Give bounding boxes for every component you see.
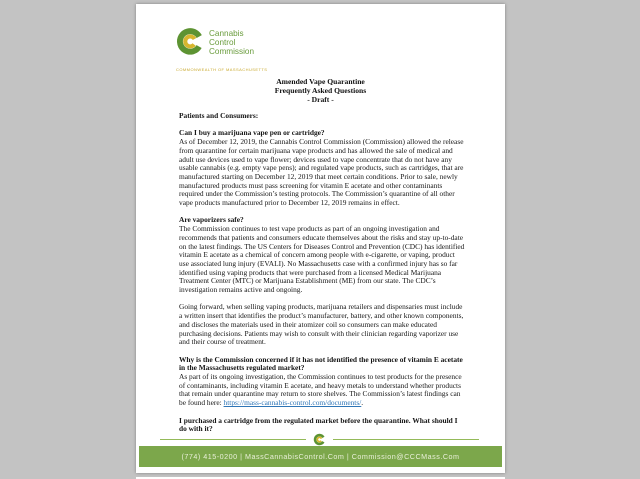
document-title — [136, 77, 505, 104]
faq-question-3: Why is the Commission concerned if it has not identified the presence of vitamin E acetate in the Massachusetts regulated market? — [179, 354, 463, 373]
logo-word-commission: Commission — [209, 46, 255, 56]
faq-answer-1: As of December 12, 2019, the Cannabis Control Commission (Commission) allowed the release from quarantine for certain marijuana vape products and has allowed the sale of medical and adult use devices used to vape flower; devices used to vape concentrate that do not have any usable cannabis (e.g. empty vape pens); and regulated vape products, such as cartridges, that are manufactured starting on December 12, 2019 that meet certain conditions. Prior to sale, newly manufactured products must pass screening for vitamin E acetate and other contaminants required under the Commission’s testing protocols. The Commission’s quarantine of all other vape products manufactured prior to December 12, 2019 remains in effect. — [179, 137, 464, 208]
divider-line-right — [333, 439, 479, 441]
commission-tagline: COMMONWEALTH OF MASSACHUSETTS — [176, 67, 268, 72]
commission-logo-wordmark — [209, 30, 254, 56]
faq-answer-2a: The Commission continues to test vape products as part of an ongoing investigation and recommends that patients and consumers educate themselves about the risks and stay up-to-date on the latest findings. The US Centers for Diseases Control and Prevention (CDC) has identified vitamin E acetate as a chemical of concern among people with e-cigarette, or vaping, product use associated lung injury (EVALI). No Massachusetts case with a confirmed injury has so far identified using vaping products that were purchased from a licensed Medical Marijuana Treatment Center (MTC) or Marijuana Establishment (ME) from our state. The CDC’s investigation remains active and ongoing. — [179, 224, 465, 295]
logo-word-cannabis: Cannabis — [209, 29, 244, 38]
title-line-2: Frequently Asked Questions — [274, 86, 367, 95]
commission-logo — [176, 26, 267, 72]
faq-question-4: I purchased a cartridge from the regulated market before the quarantine. What should I do with it? — [179, 415, 458, 434]
findings-link[interactable]: https://mass-cannabis-control.com/documents/ — [223, 398, 362, 408]
audience-heading: Patients and Consumers: — [179, 111, 259, 120]
faq-answer-3 — [179, 373, 466, 408]
document-page — [136, 4, 505, 473]
logo-word-control: Control — [209, 37, 236, 47]
title-line-1: Amended Vape Quarantine — [276, 77, 365, 86]
faq-question-1: Can I buy a marijuana vape pen or cartridge? — [179, 128, 325, 138]
divider-line-left — [160, 439, 306, 441]
footer-divider — [160, 433, 479, 446]
footer-c-mark-icon — [313, 433, 326, 446]
footer-contact-bar — [139, 446, 502, 467]
commission-c-mark-icon — [176, 26, 206, 65]
findings-link-suffix: . — [361, 398, 364, 408]
footer-contact-text: (774) 415-0200 | MassCannabisControl.Com | Commission@CCCMass.Com — [181, 452, 460, 461]
faq-question-2: Are vaporizers safe? — [179, 215, 244, 225]
document-body — [179, 112, 466, 434]
faq-answer-2b: Going forward, when selling vaping products, marijuana retailers and dispensaries must include a written insert that identifies the product’s manufacturer, battery, and other known components, and discloses the materials used in their atomizer coil so consumers can make educated purchasing decisions. Patients may wish to consult with their clinician regarding vaporizer use and their course of treatment. — [179, 302, 464, 347]
title-line-3: - Draft - — [307, 95, 334, 104]
faq-answer-3-text: As part of its ongoing investigation, the Commission continues to test products for the presence of contaminants, including vitamin E acetate, and heavy metals to understand whether products that remain under quarantine may return to store shelves. The Commission’s latest findings can be found here: — [179, 372, 462, 408]
